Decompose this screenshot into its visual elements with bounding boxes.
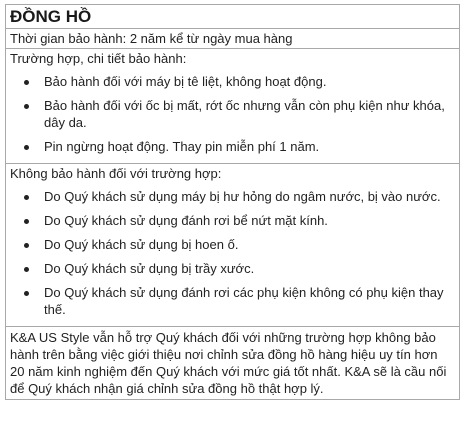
bullet-icon <box>24 219 29 224</box>
covered-item-text: Bảo hành đối với máy bị tê liệt, không hoạt động. <box>44 74 327 89</box>
table-title: ĐỒNG HỒ <box>6 5 460 29</box>
list-item <box>44 138 455 155</box>
excluded-item-text: Do Quý khách sử dụng đánh rơi các phụ kiện không có phụ kiện thay thế. <box>44 285 444 317</box>
covered-list <box>10 73 455 155</box>
footer-row <box>6 327 460 400</box>
bullet-icon <box>24 243 29 248</box>
footer-note: K&A US Style vẫn hỗ trợ Quý khách đối với những trường hợp không bảo hành trên bằng việc giới thiệu nơi chỉnh sửa đồng hồ hàng hiệu uy tín hơn 20 năm kinh nghiệm đến Quý khách với mức giá tốt nhất. K&A sẽ là cầu nối để Quý khách nhận giá chỉnh sửa đồng hồ thật hợp lý. <box>6 327 460 400</box>
warranty-table <box>5 4 460 400</box>
covered-heading: Trường hợp, chi tiết bảo hành: <box>10 51 187 66</box>
bullet-icon <box>24 267 29 272</box>
bullet-icon <box>24 80 29 85</box>
excluded-item-text: Do Quý khách sử dụng đánh rơi bể nứt mặt kính. <box>44 213 328 228</box>
warranty-period: Thời gian bảo hành: 2 năm kể từ ngày mua hàng <box>6 29 460 49</box>
bullet-icon <box>24 291 29 296</box>
warranty-period-row <box>6 29 460 49</box>
excluded-heading: Không bảo hành đối với trường hợp: <box>10 166 222 181</box>
bullet-icon <box>24 195 29 200</box>
covered-row <box>6 49 460 164</box>
bullet-icon <box>24 145 29 150</box>
covered-item-text: Bảo hành đối với ốc bị mất, rớt ốc nhưng vẫn còn phụ kiện như khóa, dây da. <box>44 98 445 130</box>
list-item <box>44 212 455 229</box>
excluded-row <box>6 164 460 327</box>
excluded-item-text: Do Quý khách sử dụng máy bị hư hỏng do ngâm nước, bị vào nước. <box>44 189 441 204</box>
list-item <box>44 260 455 277</box>
covered-cell <box>6 49 460 164</box>
list-item <box>44 188 455 205</box>
list-item <box>44 236 455 253</box>
bullet-icon <box>24 104 29 109</box>
list-item <box>44 284 455 318</box>
excluded-item-text: Do Quý khách sử dụng bị hoen ố. <box>44 237 239 252</box>
title-row <box>6 5 460 29</box>
excluded-item-text: Do Quý khách sử dụng bị trầy xước. <box>44 261 255 276</box>
excluded-cell <box>6 164 460 327</box>
list-item <box>44 73 455 90</box>
excluded-list <box>10 188 455 318</box>
list-item <box>44 97 455 131</box>
covered-item-text: Pin ngừng hoạt động. Thay pin miễn phí 1 năm. <box>44 139 320 154</box>
